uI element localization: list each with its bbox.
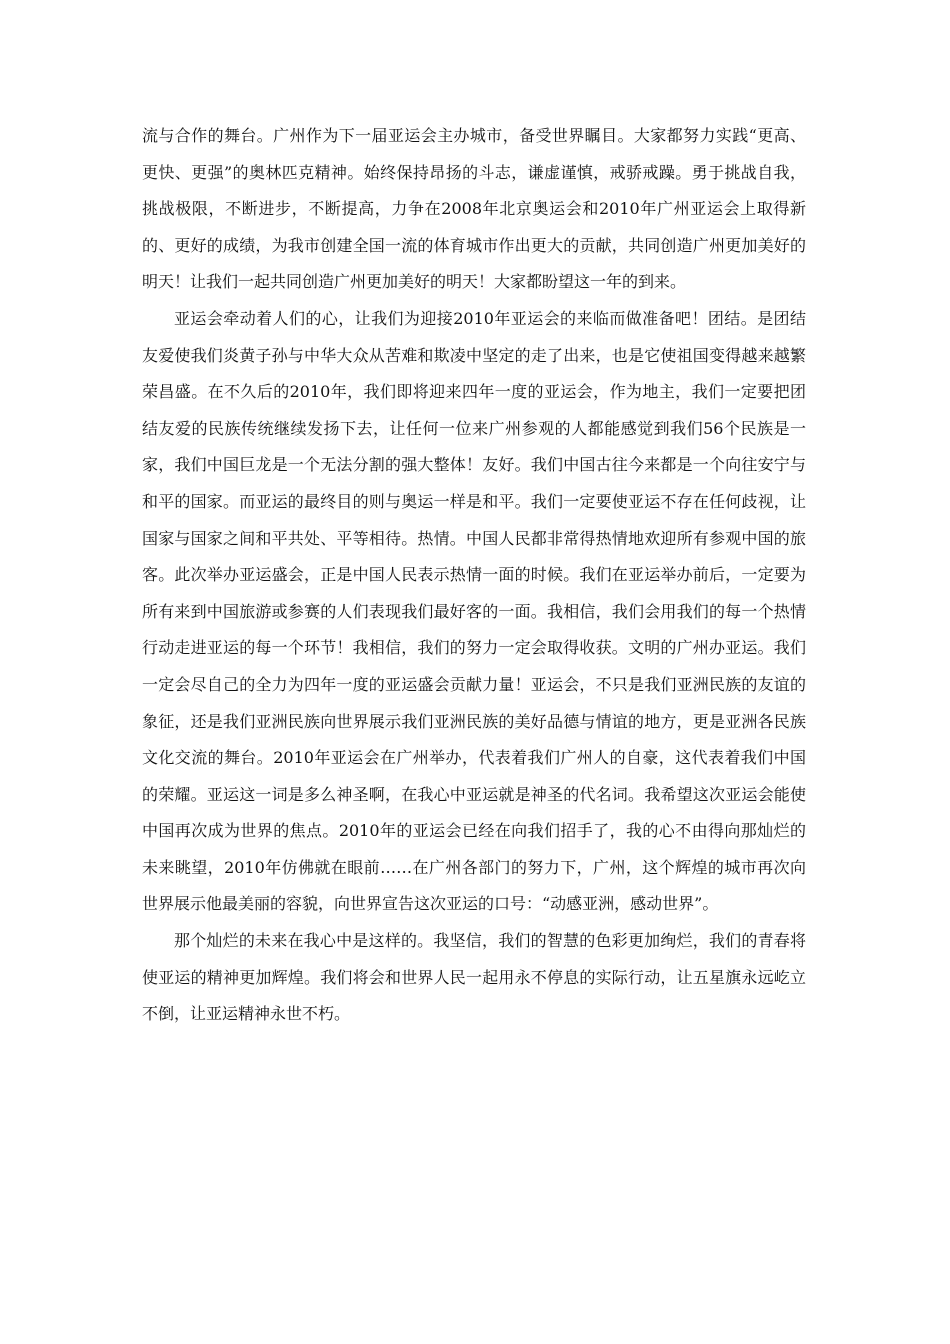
paragraph-continuation: 流与合作的舞台。广州作为下一届亚运会主办城市，备受世界瞩目。大家都努力实践“更高、更快、更强”的奥林匹克精神。始终保持昂扬的斗志，谦虚谨慎，戒骄戒躁。勇于挑战自我，挑战极限，不断进步，不断提高，力争在2008年北京奥运会和2010年广州亚运会上取得新的、更好的成绩，为我市创建全国一流的体育城市作出更大的贡献，共同创造广州更加美好的明天！让我们一起共同创造广州更加美好的明天！大家都盼望这一年的到来。 [142,126,806,292]
paragraph-future: 那个灿烂的未来在我心中是这样的。我坚信，我们的智慧的色彩更加绚烂，我们的青春将使亚运的精神更加辉煌。我们将会和世界人民一起用永不停息的实际行动，让五星旗永远屹立不倒，让亚运精神永世不朽。 [142,931,806,1024]
paragraph-asian-games: 亚运会牵动着人们的心，让我们为迎接2010年亚运会的来临而做准备吧！团结。是团结友爱使我们炎黄子孙与中华大众从苦难和欺凌中坚定的走了出来，也是它使祖国变得越来越繁荣昌盛。在不久后的2010年，我们即将迎来四年一度的亚运会，作为地主，我们一定要把团结友爱的民族传统继续发扬下去，让任何一位来广州参观的人都能感觉到我们56个民族是一家，我们中国巨龙是一个无法分割的强大整体！友好。我们中国古往今来都是一个向往安宁与和平的国家。而亚运的最终目的则与奥运一样是和平。我们一定要使亚运不存在任何歧视，让国家与国家之间和平共处、平等相待。热情。中国人民都非常得热情地欢迎所有参观中国的旅客。此次举办亚运盛会，正是中国人民表示热情一面的时候。我们在亚运举办前后，一定要为所有来到中国旅游或参赛的人们表现我们最好客的一面。我相信，我们会用我们的每一个热情行动走进亚运的每一个环节！我相信，我们的努力一定会取得收获。文明的广州办亚运。我们一定会尽自己的全力为四年一度的亚运盛会贡献力量！亚运会，不只是我们亚洲民族的友谊的象征，还是我们亚洲民族向世界展示我们亚洲民族的美好品德与情谊的地方，更是亚洲各民族文化交流的舞台。2010年亚运会在广州举办，代表着我们广州人的自豪，这代表着我们中国的荣耀。亚运这一词是多么神圣啊，在我心中亚运就是神圣的代名词。我希望这次亚运会能使中国再次成为世界的焦点。2010年的亚运会已经在向我们招手了，我的心不由得向那灿烂的未来眺望，2010年仿佛就在眼前……在广州各部门的努力下，广州，这个辉煌的城市再次向世界展示他最美丽的容貌，向世界宣告这次亚运的口号：“动感亚洲，感动世界”。 [142,308,806,914]
document-body [142,118,806,1033]
